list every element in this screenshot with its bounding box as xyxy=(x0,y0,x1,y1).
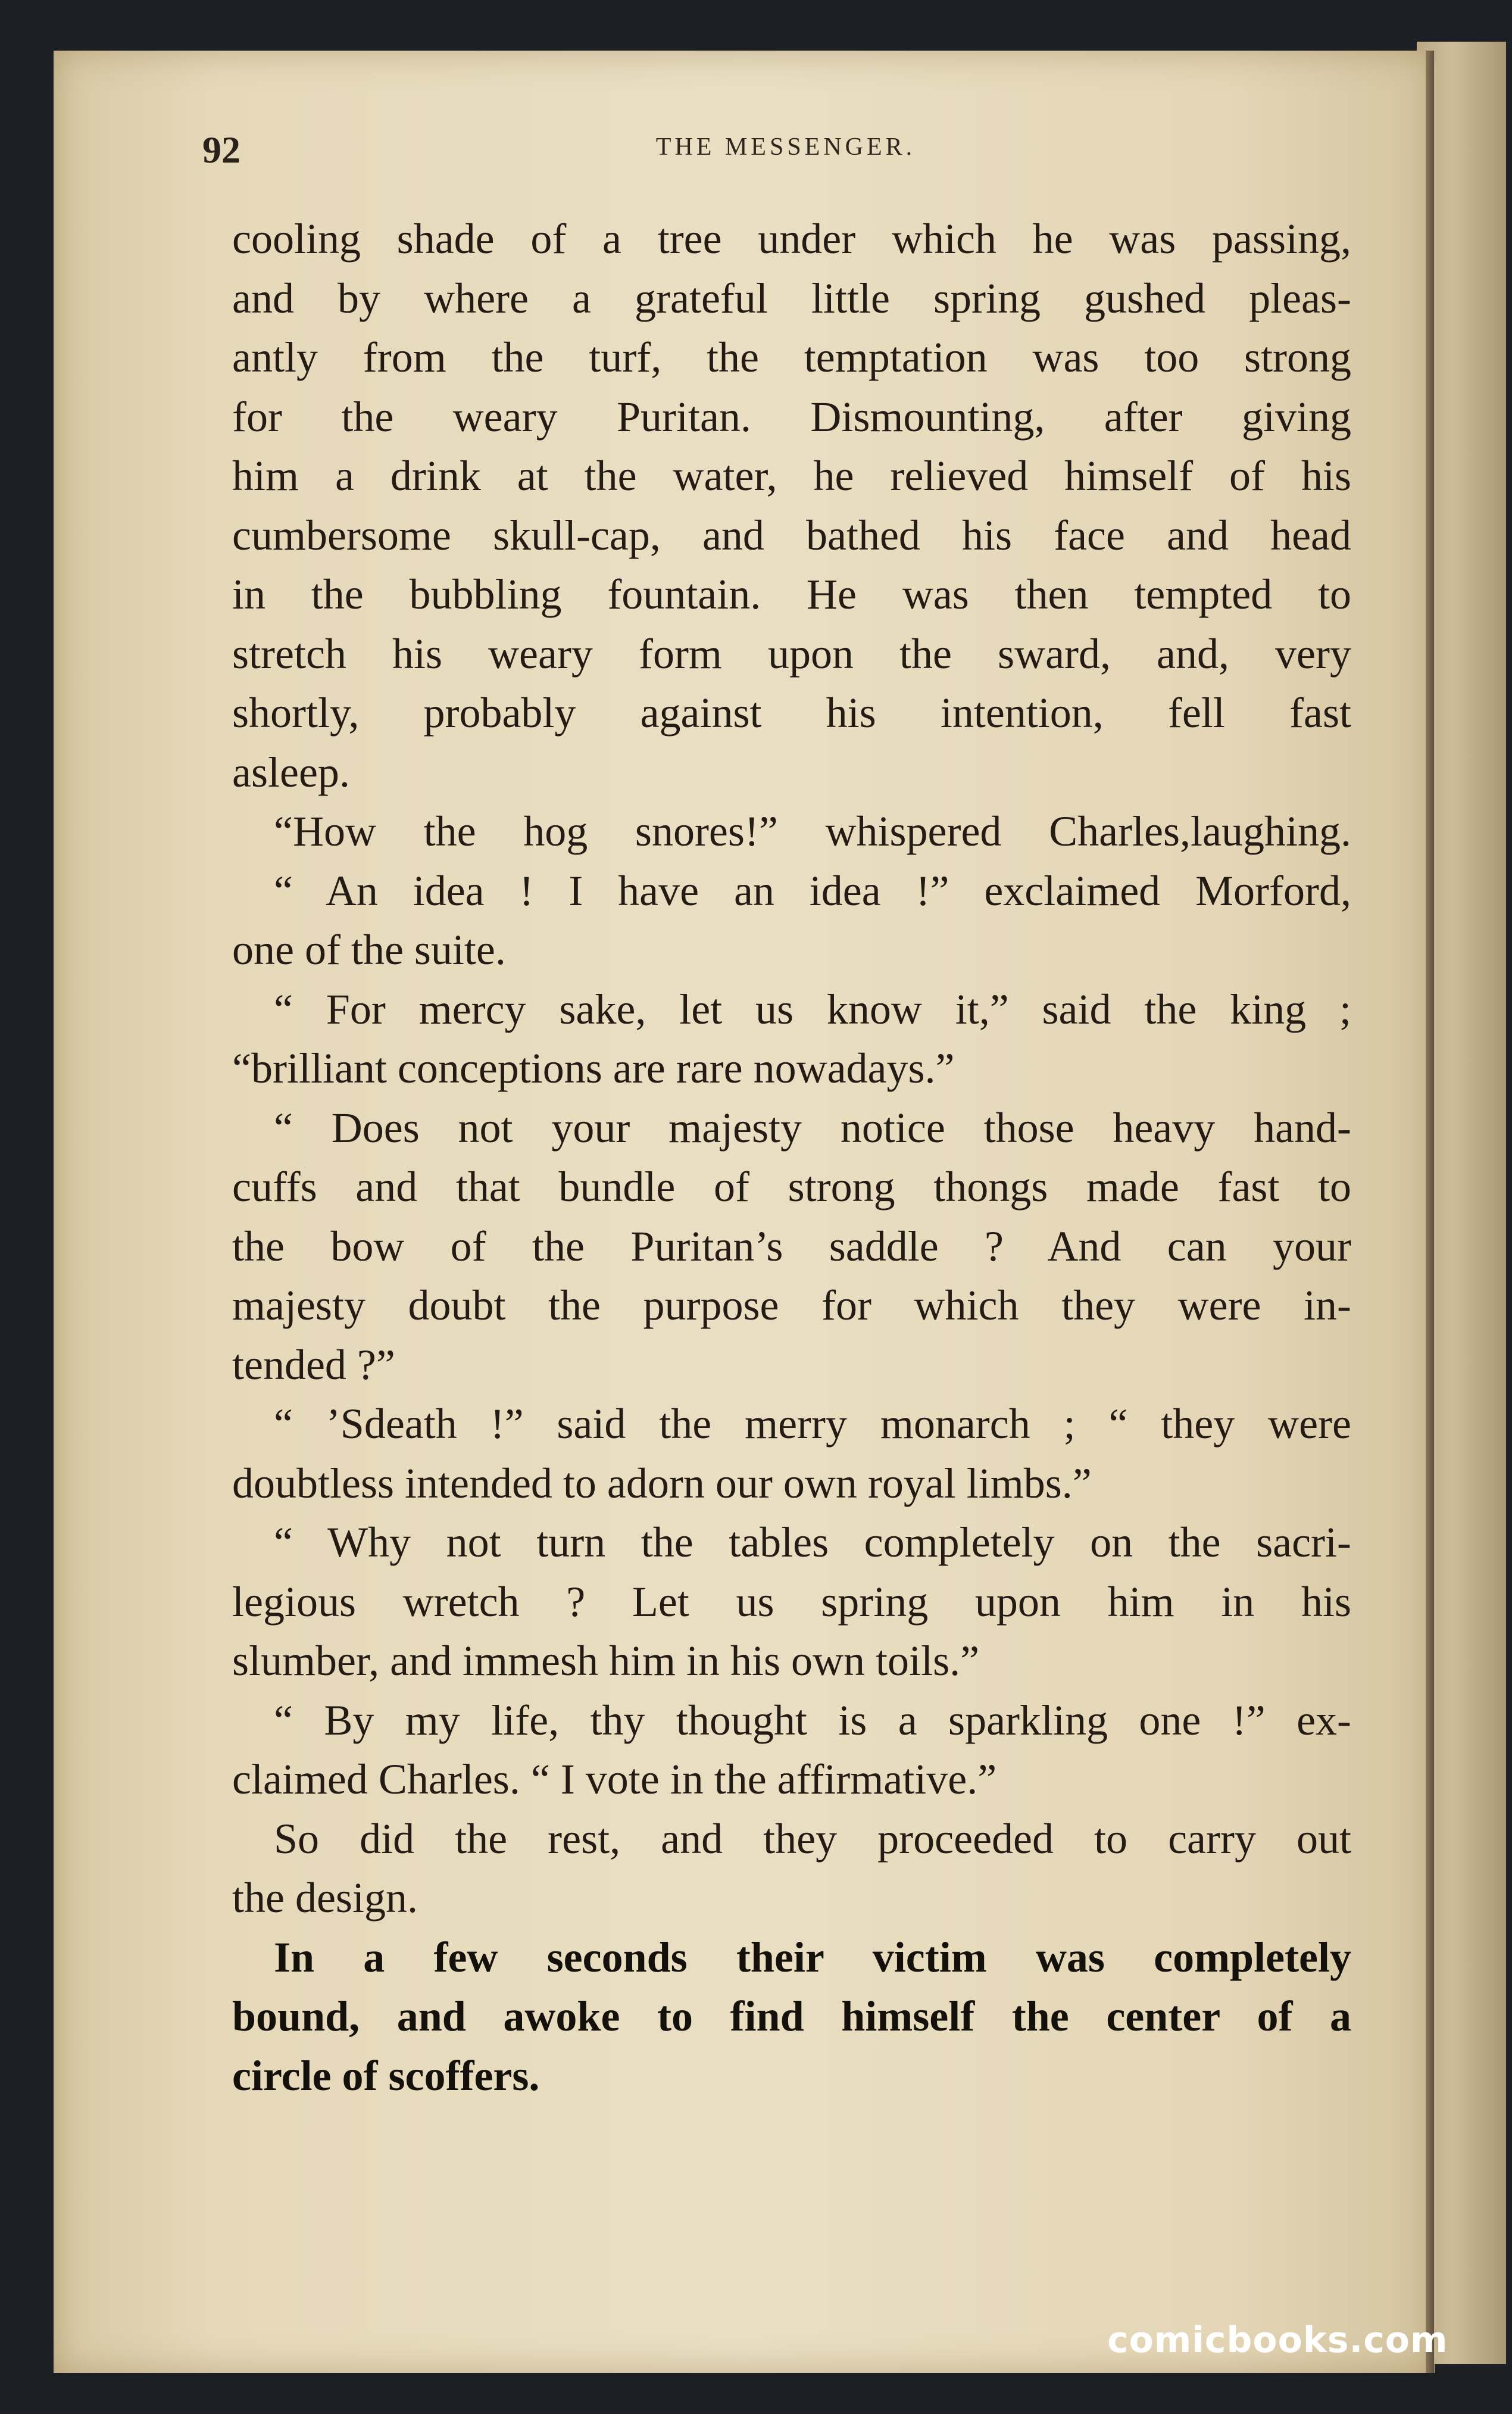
text-line: him a drink at the water, he relieved himself of his xyxy=(232,452,1351,500)
watermark: comicbooks.com xyxy=(1107,2319,1448,2361)
text-line: slumber, and immesh him in his own toils.” xyxy=(232,1637,980,1685)
text-line: “ ’Sdeath !” said the merry monarch ; “ they were xyxy=(274,1400,1351,1448)
text-line: legious wretch ? Let us spring upon him in his xyxy=(232,1577,1351,1626)
text-line: “ Why not turn the tables completely on the sacri- xyxy=(274,1518,1351,1566)
text-line: bound, and awoke to find himself the center of a xyxy=(232,1992,1351,2040)
text-line: one of the suite. xyxy=(232,926,506,974)
text-line: “ Does not your majesty notice those heavy hand- xyxy=(274,1103,1351,1152)
text-line: “brilliant conceptions are rare nowadays.” xyxy=(232,1044,955,1092)
text-line: “ By my life, thy thought is a sparkling one !” ex- xyxy=(274,1696,1351,1744)
text-line: cumbersome skull-cap, and bathed his face and head xyxy=(232,511,1351,559)
text-line: for the weary Puritan. Dismounting, after giving xyxy=(232,392,1351,441)
text-line: “How the hog snores!” whispered Charles,laughing. xyxy=(274,807,1351,855)
text-line: shortly, probably against his intention, fell fast xyxy=(232,689,1351,737)
text-line: in the bubbling fountain. He was then tempted to xyxy=(232,570,1351,618)
text-line: “ For mercy sake, let us know it,” said the king ; xyxy=(274,985,1351,1033)
text-line: asleep. xyxy=(232,748,350,796)
page-gutter xyxy=(1426,51,1434,2373)
text-line: cuffs and that bundle of strong thongs made fast to xyxy=(232,1163,1351,1211)
text-line: tended ?” xyxy=(232,1340,395,1389)
page-number: 92 xyxy=(202,129,240,171)
text-line: cooling shade of a tree under which he was passing, xyxy=(232,215,1351,263)
text-line: the bow of the Puritan’s saddle ? And can your xyxy=(232,1222,1351,1270)
text-line: So did the rest, and they proceeded to carry out xyxy=(274,1814,1351,1863)
text-line: claimed Charles. “ I vote in the affirmative.” xyxy=(232,1755,997,1803)
text-line: circle of scoffers. xyxy=(232,2051,540,2100)
text-line: In a few seconds their victim was completely xyxy=(274,1933,1351,1981)
text-line: and by where a grateful little spring gushed pleas- xyxy=(232,274,1351,322)
body-text xyxy=(232,210,1351,2106)
text-line: “ An idea ! I have an idea !” exclaimed Morford, xyxy=(274,866,1351,915)
running-title: THE MESSENGER. xyxy=(655,133,916,161)
text-line: doubtless intended to adorn our own royal limbs.” xyxy=(232,1459,1092,1507)
page-header xyxy=(202,128,1369,171)
text-line: antly from the turf, the temptation was too strong xyxy=(232,333,1351,381)
text-line: stretch his weary form upon the sward, and, very xyxy=(232,629,1351,678)
text-line: the design. xyxy=(232,1874,418,1922)
text-line: majesty doubt the purpose for which they were in- xyxy=(232,1281,1351,1329)
